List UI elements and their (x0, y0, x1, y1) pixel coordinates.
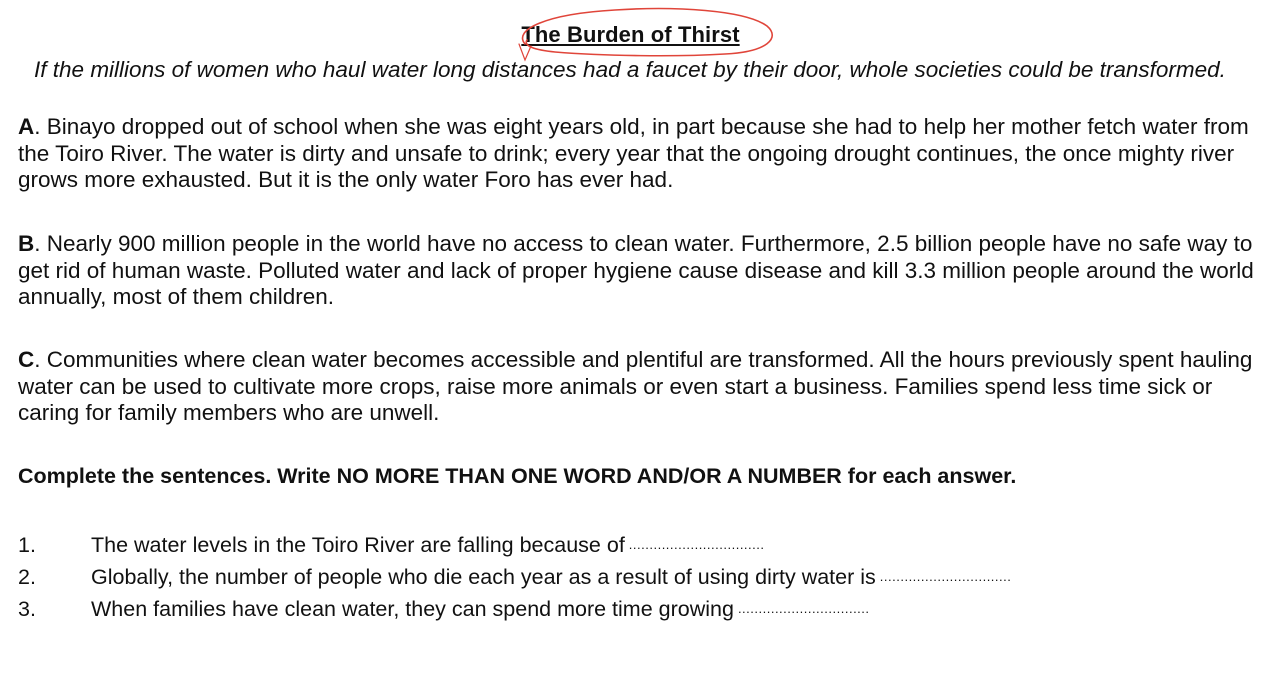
paragraph-a (18, 114, 1258, 194)
page-title (521, 22, 739, 48)
subtitle: If the millions of women who haul water long distances had a faucet by their door, whole societies could be transformed. (34, 57, 1226, 82)
paragraph-text: . Communities where clean water becomes accessible and plentiful are transformed. All the hours previously spent hauling water can be used to cultivate more crops, raise more animals or even start a business. Families spend less time sick or caring for family members who are unwell. (18, 347, 1253, 425)
question-text: The water levels in the Toiro River are falling because of (91, 533, 625, 557)
paragraph-letter: A (18, 114, 35, 139)
question-number: 1. (18, 533, 36, 557)
answer-blank[interactable]: ................................ (879, 569, 1012, 584)
title-text: The Burden of Thirst (521, 22, 740, 47)
answer-blank[interactable]: ................................. (628, 537, 765, 552)
paragraph-letter: C (18, 347, 35, 372)
question-number: 3. (18, 597, 36, 621)
paragraph-letter: B (18, 231, 35, 256)
question-item (18, 530, 1258, 562)
question-list (18, 530, 1258, 626)
title-block (0, 22, 1261, 48)
question-item (18, 594, 1258, 626)
paragraph-b (18, 231, 1258, 311)
question-text: Globally, the number of people who die each year as a result of using dirty water is (91, 565, 876, 589)
task-instruction: Complete the sentences. Write NO MORE THAN ONE WORD AND/OR A NUMBER for each answer. (18, 464, 1017, 488)
answer-blank[interactable]: ................................ (737, 601, 870, 616)
paragraph-c (18, 347, 1258, 427)
paragraph-text: . Binayo dropped out of school when she was eight years old, in part because she had to help her mother fetch water from the Toiro River. The water is dirty and unsafe to drink; every year that the ongoing drought continues, the once mighty river grows more exhausted. But it is the only water Foro has ever had. (18, 114, 1249, 192)
question-item (18, 562, 1258, 594)
question-text: When families have clean water, they can spend more time growing (91, 597, 734, 621)
question-number: 2. (18, 565, 36, 589)
paragraph-text: . Nearly 900 million people in the world have no access to clean water. Furthermore, 2.5 billion people have no safe way to get rid of human waste. Polluted water and lack of proper hygiene cause disease and kill 3.3 million people around the world annually, most of them children. (18, 231, 1254, 309)
